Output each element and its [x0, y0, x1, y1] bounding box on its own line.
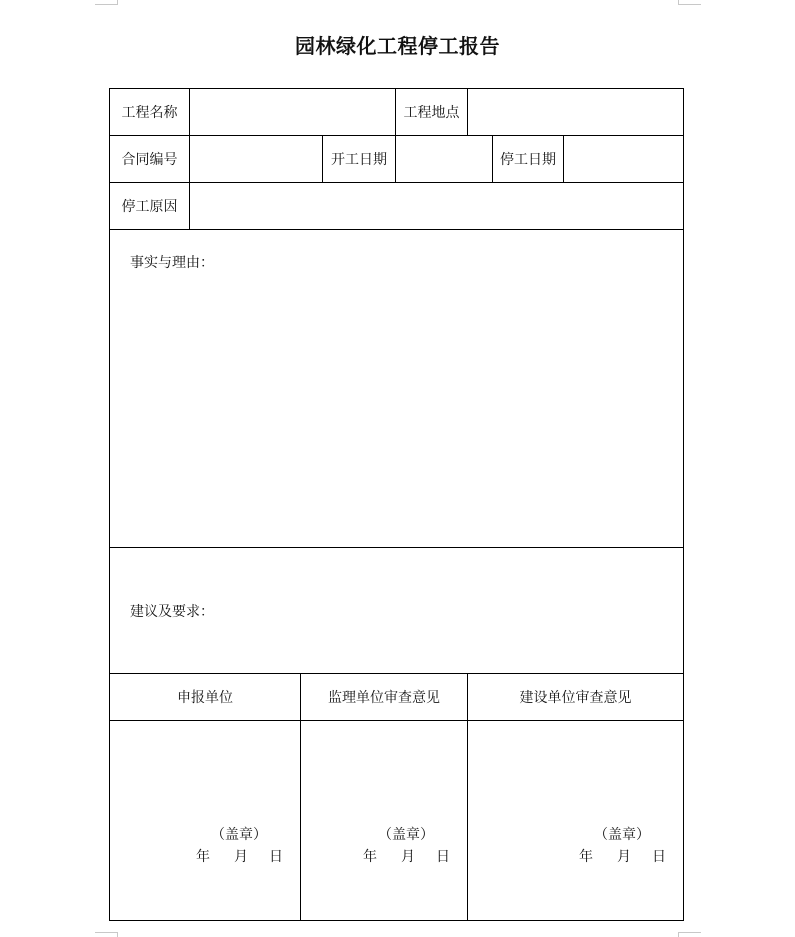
- report-form-table: [109, 88, 684, 921]
- column-header-owner: 建设单位审查意见: [468, 674, 684, 721]
- page-corner-mark: [678, 0, 701, 5]
- form-row: [110, 136, 684, 183]
- date-month: 月: [617, 849, 632, 865]
- date-year: 年: [196, 849, 210, 865]
- label-project-name: 工程名称: [110, 89, 190, 136]
- page-corner-mark: [95, 932, 118, 937]
- signature-cell-supervisor[interactable]: [301, 721, 468, 921]
- facts-section[interactable]: [110, 230, 684, 548]
- label-stop-reason: 停工原因: [110, 183, 190, 230]
- form-row: [110, 230, 684, 548]
- field-stop-reason[interactable]: [190, 183, 684, 230]
- date-year: 年: [363, 849, 378, 865]
- seal-text: （盖章）: [594, 827, 651, 843]
- date-month: 月: [401, 849, 416, 865]
- field-start-date[interactable]: [396, 136, 493, 183]
- label-contract-no: 合同编号: [110, 136, 190, 183]
- date-day: 日: [436, 849, 451, 865]
- field-project-name[interactable]: [190, 89, 396, 136]
- form-row: [110, 674, 684, 721]
- seal-text: （盖章）: [378, 827, 435, 843]
- date-year: 年: [579, 849, 594, 865]
- date-month: 月: [234, 849, 248, 865]
- page-corner-mark: [678, 932, 701, 937]
- form-row: [110, 721, 684, 921]
- form-row: [110, 183, 684, 230]
- date-line: [363, 846, 450, 866]
- signature-cell-owner[interactable]: [468, 721, 684, 921]
- date-line: [196, 846, 283, 866]
- label-project-location: 工程地点: [396, 89, 468, 136]
- column-header-applicant: 申报单位: [110, 674, 301, 721]
- form-row: [110, 89, 684, 136]
- document-title: 园林绿化工程停工报告: [295, 34, 500, 58]
- field-project-location[interactable]: [468, 89, 684, 136]
- date-line: [579, 846, 666, 866]
- column-header-supervisor: 监理单位审查意见: [301, 674, 468, 721]
- label-stop-date: 停工日期: [493, 136, 564, 183]
- field-stop-date[interactable]: [564, 136, 684, 183]
- suggestion-section[interactable]: [110, 548, 684, 674]
- facts-label: 事实与理由：: [130, 255, 214, 271]
- page-corner-mark: [95, 0, 118, 5]
- label-start-date: 开工日期: [323, 136, 396, 183]
- signature-cell-applicant[interactable]: [110, 721, 301, 921]
- seal-text: （盖章）: [211, 827, 267, 843]
- date-day: 日: [652, 849, 667, 865]
- suggestion-label: 建议及要求：: [130, 603, 214, 620]
- field-contract-no[interactable]: [190, 136, 323, 183]
- date-day: 日: [269, 849, 283, 865]
- form-row: [110, 548, 684, 674]
